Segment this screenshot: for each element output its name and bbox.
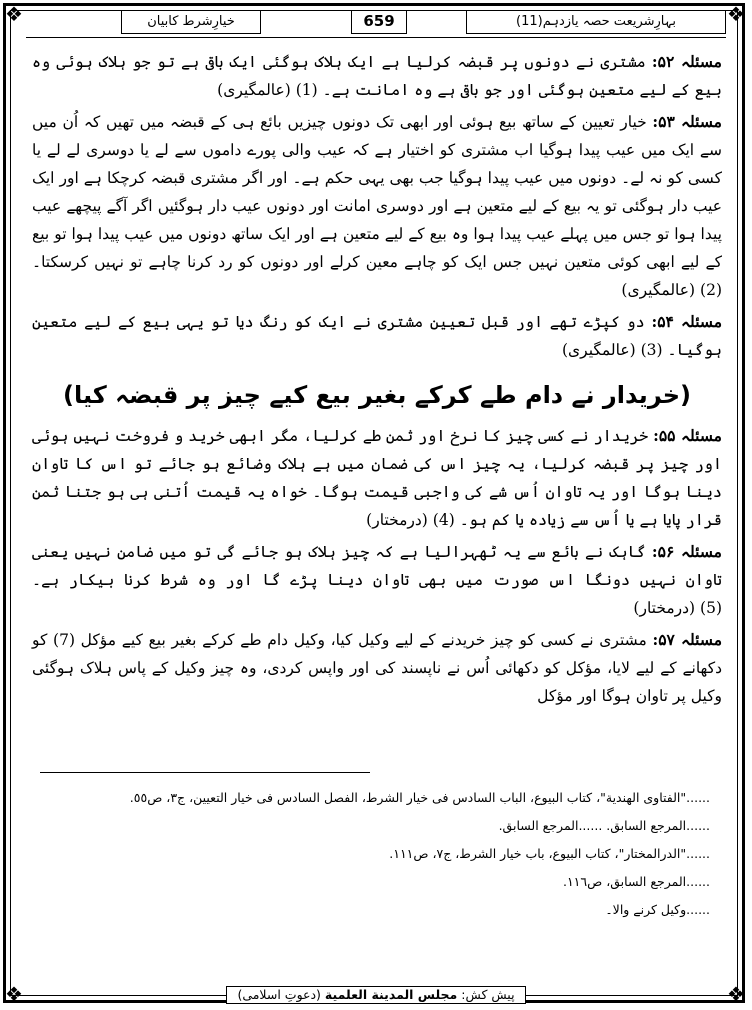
citation: (2) (عالمگیری): [621, 281, 722, 299]
paragraph-text: خریدار نے کسی چیز کا نرخ اور ثمن طے کرلیا، مگر ابھی خرید و فروخت نہیں ہوئی اور چیز پر قبضہ کرلیا، یہ چیز اس کی ضمان میں ہے ہلاک وضائع ہو جائے تو اس کا تاوان دینا ہوگا اور یہ تاوان اُس شے کی واجبی قیمت ہوگا۔ خواہ یہ قیمت اُتنی ہی ہو جتنا ثمن قرار پایا ہے یا اُس سے زیادہ یا کم ہو۔: [32, 427, 722, 529]
paragraph: [32, 538, 722, 622]
paragraph: [32, 626, 722, 710]
paragraph: [32, 308, 722, 364]
footnote: ......المرجع السابق. ......المرجع السابق.: [498, 818, 710, 833]
citation: (4) (درمختار): [366, 511, 455, 529]
issue-label: مسئلہ ۵۳:: [652, 112, 722, 131]
footnote: ......"الدرالمختار"، كتاب البيوع، باب خيار الشرط، ج٧، ص١١١.: [389, 846, 710, 861]
footnotes: [40, 784, 710, 924]
page-footer: [0, 986, 752, 1004]
chapter-title: خیارِشرط کابیان: [121, 10, 261, 34]
header-rule: [26, 37, 726, 38]
issue-label: مسئلہ ۵۵:: [653, 426, 722, 445]
book-title: بہارِشریعت حصہ یازدہم(11): [466, 10, 726, 34]
paragraph: [32, 422, 722, 534]
footnote: ......"الفتاوی الهندية"، كتاب البيوع، الباب السادس فی خيار الشرط، الفصل السادس فی خيار التعيين، ج٣، ص٥٥.: [129, 790, 710, 805]
issue-label: مسئلہ ۵۲:: [651, 52, 722, 71]
footer-box: [226, 986, 525, 1004]
citation: (3) (عالمگیری): [561, 341, 663, 359]
page-header: [26, 10, 726, 36]
issue-label: مسئلہ ۵۶:: [651, 542, 722, 561]
corner-ornament-icon: ❖: [727, 982, 745, 1006]
paragraph-text: مشتری نے دونوں پر قبضہ کرلیا ہے ایک ہلاک ہوگئی ایک باقی ہے تو جو ہلاک ہوئی وہ بیع کے لیے متعین ہوگئی اور جو باقی ہے وہ امانت ہے۔: [32, 53, 722, 99]
paragraph-text: گاہک نے بائع سے یہ ٹھہرالیا ہے کہ چیز ہلاک ہو جائے گی تو میں ضامن نہیں یعنی تاوان نہیں دونگا اس صورت میں بھی تاوان دینا پڑے گا اور وہ شرط کرنا بیکار ہے۔: [32, 543, 722, 589]
page-number: 659: [351, 10, 407, 34]
paragraph-text: خیار تعیین کے ساتھ بیع ہوئی اور ابھی تک دونوں چیزیں بائع ہی کے قبضہ میں تھیں کہ اُن میں سے ایک میں عیب پیدا ہوگیا اب مشتری کو اختیار ہے کہ عیب والی پورے داموں سے لے یا دوسری لے لے یا کسی کو نہ لے۔ دونوں میں عیب پیدا ہوگیا جب بھی یہی حکم ہے۔ اور اگر مشتری قبضہ کرچکا ہے اور ایک عیب دار ہوگئی تو یہ بیع کے لیے متعین ہے اور دوسری امانت اور دونوں عیب دار ہوگئیں اگر آگے پیچھے عیب پیدا ہوا تو جس میں پہلے عیب پیدا ہوا وہ بیع کے لیے متعین ہے اور ایک ساتھ دونوں میں عیب پیدا ہوا تو بیع کے لیے ابھی کوئی متعین نہیں جس ایک کو چاہے معین کرلے اور دونوں کو رد کرنا چاہے تو نہیں کرسکتا۔: [32, 113, 722, 271]
footer-presenter: پیش کش:: [461, 987, 515, 1002]
citation: (1) (عالمگیری): [217, 81, 318, 99]
paragraph: [32, 108, 722, 304]
citation: (5) (درمختار): [633, 599, 722, 617]
footnote: ......وکیل کرنے والا۔: [605, 902, 710, 917]
issue-label: مسئلہ ۵۷:: [652, 630, 722, 649]
corner-ornament-icon: ❖: [5, 2, 23, 26]
paragraph-text: مشتری نے کسی کو چیز خریدنے کے لیے وکیل کیا، وکیل دام طے کرکے بغیر بیع کیے مؤکل (7) کو دکھانے کے لیے لایا، مؤکل کو دکھائی اُس نے ناپسند کی اور واپس کردی، وہ چیز وکیل کے پاس ہلاک ہوگئی وکیل پر تاوان ہوگا اور مؤکل: [32, 631, 722, 705]
footer-suffix: (دعوتِ اسلامی): [237, 987, 321, 1002]
section-heading: (خریدار نے دام طے کرکے بغیر بیع کیے چیز پر قبضہ کیا): [62, 381, 692, 409]
footer-publisher: مجلس المدينة العلمية: [324, 987, 458, 1002]
paragraph: [32, 48, 722, 104]
issue-label: مسئلہ ۵۴:: [651, 312, 722, 331]
corner-ornament-icon: ❖: [727, 2, 745, 26]
paragraph-text: دو کپڑے تھے اور قبل تعیین مشتری نے ایک کو رنگ دیا تو یہی بیع کے لیے متعین ہوگیا۔: [32, 313, 722, 359]
main-text: [32, 48, 722, 714]
corner-ornament-icon: ❖: [5, 982, 23, 1006]
footnote: ......المرجع السابق، ص١١٦.: [562, 874, 710, 889]
footnote-separator: [40, 772, 370, 773]
